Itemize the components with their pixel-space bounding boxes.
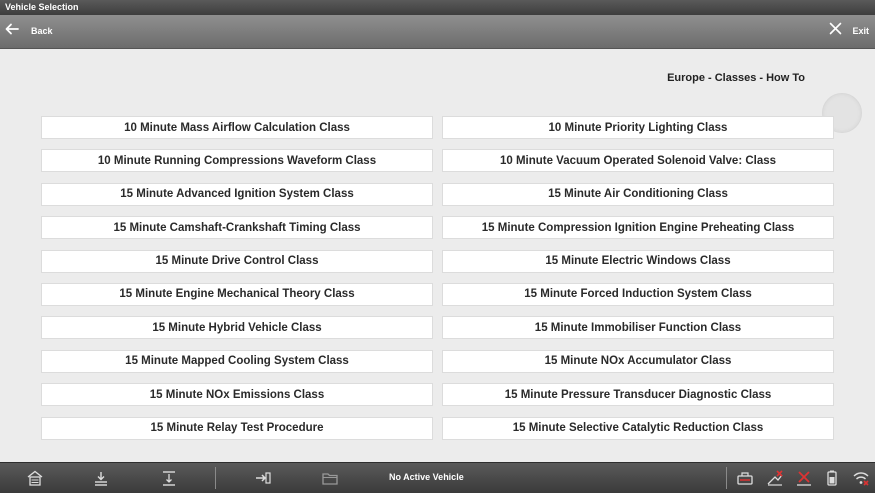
sort-list-icon[interactable] [160, 469, 178, 487]
class-item[interactable]: 15 Minute NOx Emissions Class [41, 383, 433, 406]
class-item[interactable]: 15 Minute Mapped Cooling System Class [41, 350, 433, 373]
class-item[interactable]: 10 Minute Vacuum Operated Solenoid Valve: Class [442, 149, 834, 172]
home-icon[interactable] [26, 469, 44, 487]
class-item[interactable]: 15 Minute Forced Induction System Class [442, 283, 834, 306]
folder-icon[interactable] [321, 469, 339, 487]
back-button[interactable] [5, 22, 53, 40]
class-item[interactable]: 10 Minute Mass Airflow Calculation Class [41, 116, 433, 139]
toolbar-divider [215, 467, 216, 489]
vci-device-icon[interactable] [736, 469, 754, 487]
class-grid [41, 116, 834, 440]
window-title: Vehicle Selection [0, 0, 875, 15]
class-item[interactable]: 15 Minute Camshaft-Crankshaft Timing Class [41, 216, 433, 239]
back-label: Back [31, 26, 53, 36]
class-item[interactable]: 15 Minute Drive Control Class [41, 250, 433, 273]
class-item[interactable]: 15 Minute Relay Test Procedure [41, 417, 433, 440]
class-list-panel [0, 49, 875, 462]
connection-error-icon[interactable] [795, 469, 813, 487]
class-item[interactable]: 10 Minute Running Compressions Waveform Class [41, 149, 433, 172]
class-item[interactable]: 15 Minute Air Conditioning Class [442, 183, 834, 206]
class-item[interactable]: 15 Minute Pressure Transducer Diagnostic Class [442, 383, 834, 406]
battery-icon [823, 469, 841, 487]
class-item[interactable]: 15 Minute Engine Mechanical Theory Class [41, 283, 433, 306]
wifi-error-icon[interactable] [852, 469, 870, 487]
exit-button[interactable] [829, 22, 869, 40]
close-icon [829, 22, 842, 40]
bottom-bar [0, 462, 875, 493]
class-item[interactable]: 15 Minute Advanced Ignition System Class [41, 183, 433, 206]
save-download-icon[interactable] [92, 469, 110, 487]
vehicle-status: No Active Vehicle [389, 472, 464, 482]
toolbar-divider [726, 467, 727, 489]
vehicle-connect-icon[interactable] [254, 469, 272, 487]
usb-disconnected-icon[interactable] [766, 469, 784, 487]
toolbar [0, 15, 875, 49]
class-item[interactable]: 15 Minute Compression Ignition Engine Preheating Class [442, 216, 834, 239]
class-item[interactable]: 10 Minute Priority Lighting Class [442, 116, 834, 139]
class-item[interactable]: 15 Minute Electric Windows Class [442, 250, 834, 273]
class-item[interactable]: 15 Minute Hybrid Vehicle Class [41, 316, 433, 339]
class-item[interactable]: 15 Minute Selective Catalytic Reduction Class [442, 417, 834, 440]
class-item[interactable]: 15 Minute Immobiliser Function Class [442, 316, 834, 339]
exit-label: Exit [852, 26, 869, 36]
arrow-left-icon [5, 22, 19, 41]
breadcrumb: Europe - Classes - How To [667, 72, 805, 84]
class-item[interactable]: 15 Minute NOx Accumulator Class [442, 350, 834, 373]
